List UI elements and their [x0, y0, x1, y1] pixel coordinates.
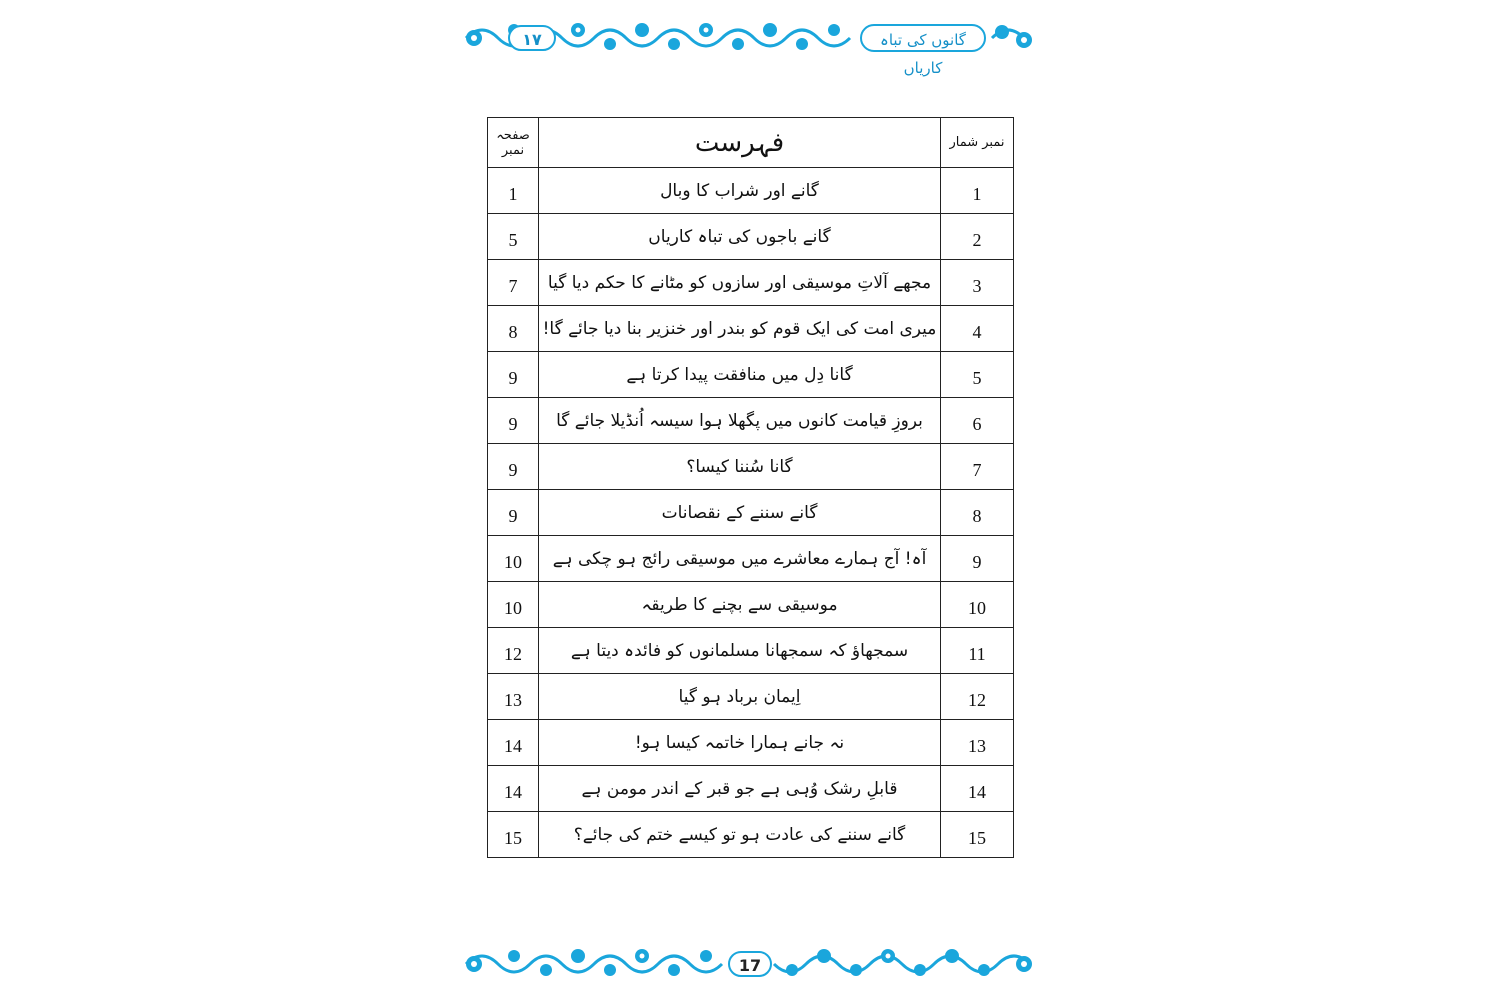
toc-page-number: 9 [488, 444, 539, 490]
toc-serial-number: 1 [941, 168, 1014, 214]
toc-serial-number: 9 [941, 536, 1014, 582]
toc-page-number: 12 [488, 628, 539, 674]
toc-serial-number: 14 [941, 766, 1014, 812]
toc-serial-number: 2 [941, 214, 1014, 260]
toc-entry-title: گانے باجوں کی تباہ کاریاں [539, 214, 941, 260]
toc-serial-number: 6 [941, 398, 1014, 444]
toc-page-number: 15 [488, 812, 539, 858]
toc-page-number: 5 [488, 214, 539, 260]
table-row [488, 444, 1014, 490]
table-row [488, 536, 1014, 582]
table-row [488, 766, 1014, 812]
toc-page-number: 1 [488, 168, 539, 214]
toc-page-number: 7 [488, 260, 539, 306]
toc-entry-title: گانے اور شراب کا وبال [539, 168, 941, 214]
toc-serial-number: 12 [941, 674, 1014, 720]
toc-page-number: 9 [488, 490, 539, 536]
toc-serial-number: 3 [941, 260, 1014, 306]
table-row [488, 352, 1014, 398]
table-row [488, 398, 1014, 444]
toc-entry-title: گانے سننے کی عادت ہو تو کیسے ختم کی جائے؟ [539, 812, 941, 858]
toc-entry-title: سمجھاؤ کہ سمجھانا مسلمانوں کو فائدہ دیتا ہے [539, 628, 941, 674]
table-row [488, 260, 1014, 306]
toc-page-number: 14 [488, 766, 539, 812]
toc-entry-title: بروزِ قیامت کانوں میں پگھلا ہوا سیسہ اُنڈیلا جائے گا [539, 398, 941, 444]
serial-number-column-header: نمبر شمار [941, 118, 1014, 168]
toc-page-number: 10 [488, 536, 539, 582]
toc-entry-title: گانے سننے کے نقصانات [539, 490, 941, 536]
toc-page-number: 13 [488, 674, 539, 720]
toc-serial-number: 8 [941, 490, 1014, 536]
toc-page-number: 9 [488, 398, 539, 444]
table-of-contents [487, 117, 1014, 858]
header-page-number: ۱۷ [508, 25, 556, 51]
table-row [488, 582, 1014, 628]
table-row [488, 490, 1014, 536]
toc-entry-title: گانا سُننا کیسا؟ [539, 444, 941, 490]
toc-serial-number: 13 [941, 720, 1014, 766]
toc-heading: فہرست [539, 118, 941, 168]
table-row [488, 720, 1014, 766]
toc-entry-title: آہ! آج ہمارے معاشرے میں موسیقی رائج ہو چکی ہے [539, 536, 941, 582]
footer-page-number: 17 [728, 951, 772, 977]
toc-page-number: 9 [488, 352, 539, 398]
book-title-banner: گانوں کی تباہ کاریاں [860, 24, 986, 52]
table-row [488, 812, 1014, 858]
toc-page-number: 14 [488, 720, 539, 766]
toc-entry-title: مجھے آلاتِ موسیقی اور سازوں کو مٹانے کا حکم دیا گیا [539, 260, 941, 306]
table-row [488, 214, 1014, 260]
table-row [488, 674, 1014, 720]
toc-entry-title: موسیقی سے بچنے کا طریقہ [539, 582, 941, 628]
toc-entry-title: اِیمان برباد ہو گیا [539, 674, 941, 720]
toc-header-row [488, 118, 1014, 168]
toc-serial-number: 10 [941, 582, 1014, 628]
toc-serial-number: 4 [941, 306, 1014, 352]
toc-serial-number: 11 [941, 628, 1014, 674]
table-row [488, 306, 1014, 352]
toc-page-number: 8 [488, 306, 539, 352]
toc-entry-title: گانا دِل میں منافقت پیدا کرتا ہے [539, 352, 941, 398]
toc-page-number: 10 [488, 582, 539, 628]
page-number-column-header: صفحہ نمبر [488, 118, 539, 168]
toc-serial-number: 5 [941, 352, 1014, 398]
toc-entry-title: قابلِ رشک وُہی ہے جو قبر کے اندر مومن ہے [539, 766, 941, 812]
toc-entry-title: میری امت کی ایک قوم کو بندر اور خنزیر بنا دیا جائے گا! [539, 306, 941, 352]
table-row [488, 168, 1014, 214]
toc-serial-number: 7 [941, 444, 1014, 490]
toc-entry-title: نہ جانے ہمارا خاتمہ کیسا ہو! [539, 720, 941, 766]
table-row [488, 628, 1014, 674]
toc-serial-number: 15 [941, 812, 1014, 858]
